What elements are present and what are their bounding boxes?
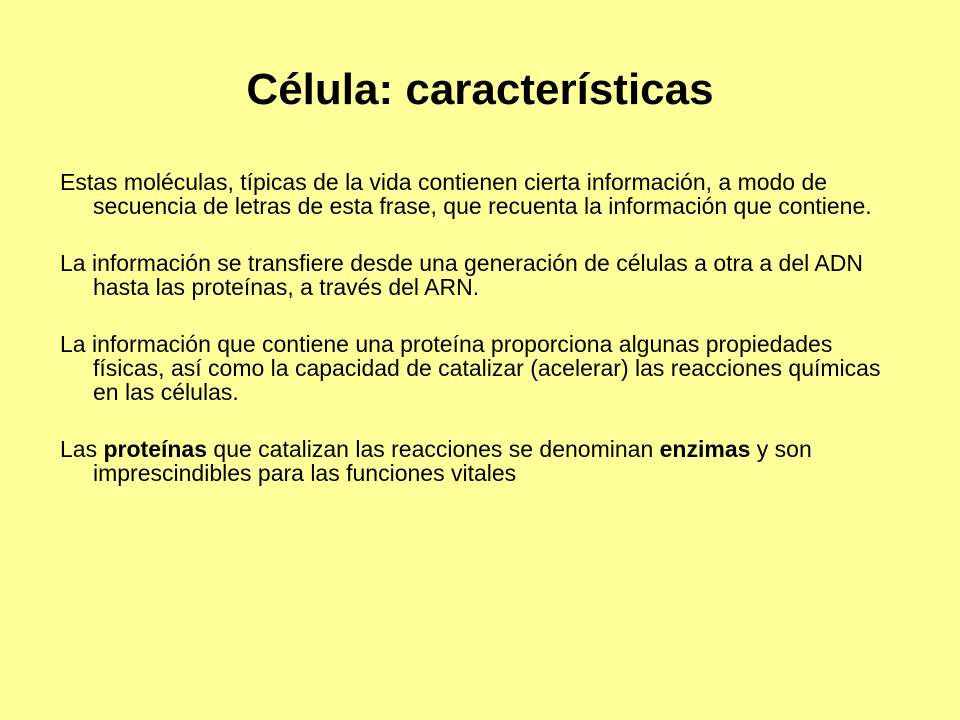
slide-title: Célula: características bbox=[246, 65, 714, 114]
paragraph-protein-properties: La información que contiene una proteína proporciona algunas propiedades físicas, así como la capacidad de catalizar (acelerar) las reacciones químicas en las células. bbox=[60, 331, 881, 405]
paragraph-molecules-information: Estas moléculas, típicas de la vida contienen cierta información, a modo de secuencia de letras de esta frase, que recuenta la información que contiene. bbox=[60, 169, 872, 219]
paragraph-enzymes bbox=[60, 437, 910, 485]
slide-body bbox=[60, 170, 910, 518]
enzymes-text-part1: Las bbox=[60, 436, 104, 462]
enzymes-text-part3: y son imprescindibles para las funciones vitales bbox=[93, 436, 812, 486]
enzymes-text-part2: que catalizan las reacciones se denominan bbox=[207, 436, 660, 462]
paragraph-information-transfer: La información se transfiere desde una generación de células a otra a del ADN hasta las proteínas, a través del ARN. bbox=[60, 250, 863, 300]
enzymes-bold-term: enzimas bbox=[659, 436, 751, 462]
proteins-bold-term: proteínas bbox=[103, 436, 208, 462]
